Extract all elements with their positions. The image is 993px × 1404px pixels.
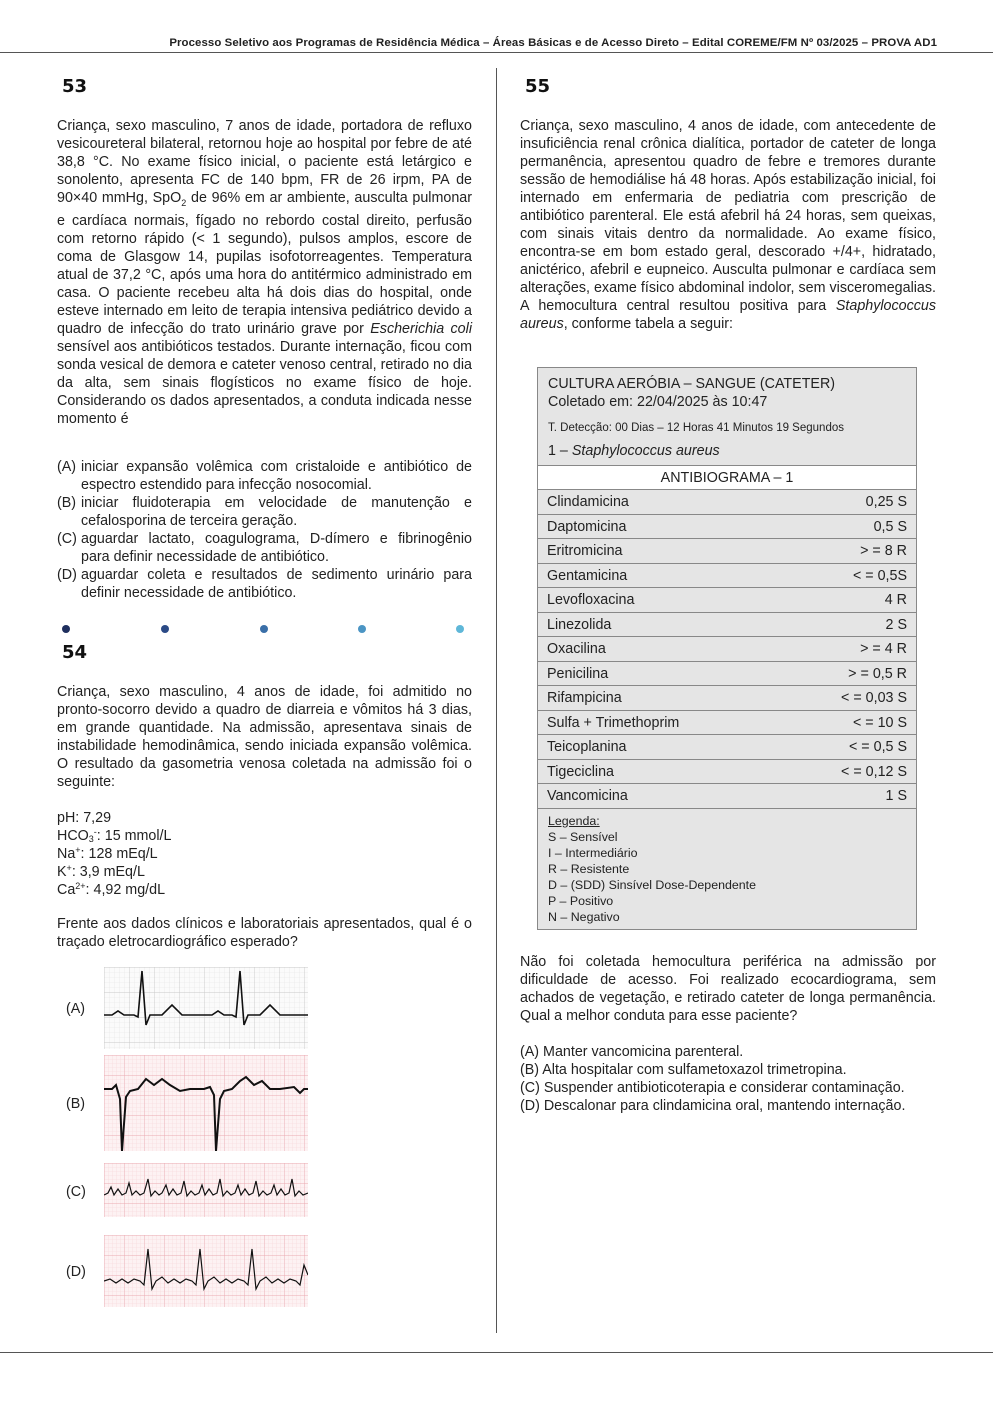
culture-detection: T. Detecção: 00 Dias – 12 Horas 41 Minutos 19 Segundos — [548, 422, 844, 434]
option-a[interactable]: (A) Manter vancomicina parenteral. — [520, 1044, 744, 1060]
legend-item: I – Intermediário — [548, 845, 638, 860]
lab-na: Na+: 128 mEq/L — [57, 845, 158, 862]
antibiogram-row — [538, 662, 916, 687]
lab-ph: pH: 7,29 — [57, 810, 112, 826]
divider-dot — [62, 625, 70, 633]
antibiogram-row — [538, 686, 916, 711]
drug-result: < = 10 S — [852, 714, 907, 731]
legend-item: N – Negativo — [548, 909, 620, 924]
drug-name: Teicoplanina — [547, 739, 627, 755]
question-53-stem: Criança, sexo masculino, 7 anos de idade, portadora de refluxo vesicoureteral bilateral, retornou hoje ao hospital por febre de até 38,8 °C. No exame físico inicial, o paciente está letárgico e sonolento, apresenta FC de 140 bpm, FR de 26 irpm, PA de 90×40 mmHg, SpO$_2$ de 96% em ar ambiente, ausculta pulmonar e cardíaca normais, fígado no rebordo costal direito, perfusão com retorno rápido (< 1 segundo), pulsos amplos, escore de coma de Glasgow 14, pupilas isofotorreagentes. Temperatura atual de 37,2 °C, após uma hora do antitérmico administrado em casa. O paciente recebeu alta há dois dias do hospital, onde esteve internado em leito de terapia intensiva pediátrico devido a quadro de infecção do trato urinário grave por Escherichia coli sensível aos antibióticos testados. Durante internação, ficou com sonda vesical de demora e cateter venoso central, retirado no dia da alta, sem sinais flogísticos no exame físico de hoje. Considerando os dados apresentados, a conduta indicada nesse momento é — [57, 118, 472, 427]
lab-results — [57, 809, 172, 899]
option-d[interactable]: (D) aguardar coleta e resultados de sedimento urinário para definir necessidade de antibiótico. — [57, 567, 472, 601]
drug-name: Levofloxacina — [547, 592, 635, 608]
lab-hco3: $HCO_3^-$: 15 mmol/L — [57, 827, 172, 844]
antibiogram-row — [538, 784, 916, 809]
question-53-number: 53 — [62, 76, 88, 97]
option-c[interactable]: (C) aguardar lactato, coagulograma, D-dímero e fibrinogênio para definir necessidade de antibiótico. — [57, 531, 472, 565]
antibiogram-row — [538, 735, 916, 760]
antibiogram-row — [538, 564, 916, 589]
section-divider — [62, 624, 465, 634]
drug-result: > = 8 R — [860, 543, 907, 559]
drug-name: Daptomicina — [547, 518, 627, 535]
ecg-option-d-label[interactable]: (D) — [66, 1264, 86, 1280]
antibiogram-row — [538, 637, 916, 662]
drug-name: Gentamicina — [547, 567, 628, 584]
legend-item: P – Positivo — [548, 893, 614, 908]
column-divider — [496, 68, 497, 1333]
option-a[interactable]: (A) iniciar expansão volêmica com cristaloide e antibiótico de espectro estendido para infecção nosocomial. — [57, 459, 472, 493]
header-rule — [0, 52, 993, 53]
divider-dot — [456, 625, 464, 633]
ecg-strip-c[interactable] — [104, 1163, 308, 1217]
drug-result: 4 R — [884, 592, 907, 608]
culture-title: CULTURA AERÓBIA – SANGUE (CATETER) — [548, 376, 836, 392]
lab-k: K+: 3,9 mEq/L — [57, 863, 145, 880]
ecg-strip-a[interactable] — [104, 967, 308, 1049]
option-b[interactable]: (B) Alta hospitalar com sulfametoxazol trimetropina. — [520, 1062, 847, 1078]
culture-organism: 1 – Staphylococcus aureus — [548, 443, 720, 459]
ecg-option-c-label[interactable]: (C) — [66, 1184, 86, 1200]
page-header: Processo Seletivo aos Programas de Residência Médica – Áreas Básicas e de Acesso Direto – Edital COREME/FM Nº 03/2025 – PROVA AD1 — [169, 37, 937, 49]
drug-result: < = 0,12 S — [841, 763, 907, 780]
divider-dot — [358, 625, 366, 633]
antibiogram-row — [538, 490, 916, 515]
antibiogram-header: ANTIBIOGRAMA – 1 — [538, 465, 916, 490]
drug-result: > = 4 R — [860, 641, 907, 657]
drug-name: Sulfa + Trimethoprim — [547, 714, 680, 731]
drug-name: Oxacilina — [547, 641, 606, 657]
drug-result: 1 S — [885, 788, 907, 804]
divider-dot — [260, 625, 268, 633]
table-legend: Legenda: S – Sensível I – Intermediário R – Resistente D – (SDD) Sinsível Dose-Dependente P – Positivo N – Negativo — [538, 809, 916, 929]
drug-result: 2 S — [885, 616, 907, 633]
antibiogram-row — [538, 588, 916, 613]
drug-result: 0,25 S — [865, 494, 907, 510]
ecg-strip-d[interactable] — [104, 1235, 308, 1307]
option-c[interactable]: (C) Suspender antibioticoterapia e considerar contaminação. — [520, 1080, 905, 1096]
drug-name: Penicilina — [547, 665, 609, 682]
antibiogram-row — [538, 711, 916, 736]
drug-name: Clindamicina — [547, 494, 629, 510]
question-55-followup: Não foi coletada hemocultura periférica na admissão por dificuldade de acesso. Foi realizado ecocardiograma, sem achados de vegetação, e retirado cateter de longa permanência. Qual a melhor conduta para esse paciente? — [520, 954, 936, 1024]
legend-item: D – (SDD) Sinsível Dose-Dependente — [548, 877, 756, 892]
question-55-stem: Criança, sexo masculino, 4 anos de idade, com antecedente de insuficiência renal crônica dialítica, portador de cateter de longa permanência, apresentou quadro de febre e tremores durante sessão de hemodiálise há 48 horas. Após estabilização inicial, foi internado em enfermaria de pediatria com prescrição de antibiótico parenteral. Ele está afebril há 24 horas, sem queixas, com sinais vitais dentro da normalidade. Ao exame físico, encontra-se em bom estado geral, descorado +/4+, hidratado, anictérico, afebril e eupneico. Ausculta pulmonar e cardíaca sem alterações, exame físico abdominal indolor, sem visceromegalias. A hemocultura central resultou positiva para Staphylococcus aureus, conforme tabela a seguir: — [520, 118, 936, 332]
drug-result: < = 0,03 S — [841, 690, 907, 706]
drug-name: Linezolida — [547, 616, 612, 633]
antibiogram-row — [538, 760, 916, 785]
drug-result: 0,5 S — [873, 518, 907, 535]
divider-dot — [161, 625, 169, 633]
option-b[interactable]: (B) iniciar fluidoterapia em velocidade de manutenção e cefalosporina de terceira geração. — [57, 495, 472, 529]
culture-collected: Coletado em: 22/04/2025 às 10:47 — [548, 394, 768, 410]
antibiogram-row — [538, 515, 916, 540]
drug-name: Tigeciclina — [547, 763, 615, 780]
footer-rule — [0, 1352, 993, 1353]
legend-item: R – Resistente — [548, 861, 630, 876]
question-54-stem: Criança, sexo masculino, 4 anos de idade, foi admitido no pronto-socorro devido a quadro de diarreia e vômitos há 3 dias, em grande quantidade. Na admissão, apresentava sinais de instabilidade hemodinâmica, sendo iniciada expansão volêmica. O resultado da gasometria venosa coletada na admissão foi o seguinte: — [57, 684, 472, 790]
question-54-number: 54 — [62, 642, 88, 663]
culture-report-table — [537, 367, 917, 930]
option-d[interactable]: (D) Descalonar para clindamicina oral, mantendo internação. — [520, 1098, 906, 1114]
ecg-option-b-label[interactable]: (B) — [66, 1096, 86, 1112]
question-54-prompt: Frente aos dados clínicos e laboratoriais apresentados, qual é o traçado eletrocardiográfico esperado? — [57, 916, 472, 950]
question-53-options — [57, 458, 472, 602]
drug-name: Rifampicina — [547, 690, 622, 706]
antibiogram-row — [538, 613, 916, 638]
drug-name: Vancomicina — [547, 788, 628, 804]
legend-item: S – Sensível — [548, 829, 618, 844]
ecg-strip-b[interactable] — [104, 1055, 308, 1151]
antibiogram-rows — [538, 490, 916, 809]
question-55-number: 55 — [525, 76, 551, 97]
antibiogram-row — [538, 539, 916, 564]
drug-result: < = 0,5 S — [848, 739, 907, 755]
ecg-option-a-label[interactable]: (A) — [66, 1001, 86, 1017]
lab-ca: $Ca^{2+}$: 4,92 mg/dL — [57, 881, 166, 898]
question-55-options — [520, 1043, 950, 1115]
drug-name: Eritromicina — [547, 543, 623, 559]
drug-result: < = 0,5S — [852, 567, 907, 584]
drug-result: > = 0,5 R — [848, 665, 907, 682]
